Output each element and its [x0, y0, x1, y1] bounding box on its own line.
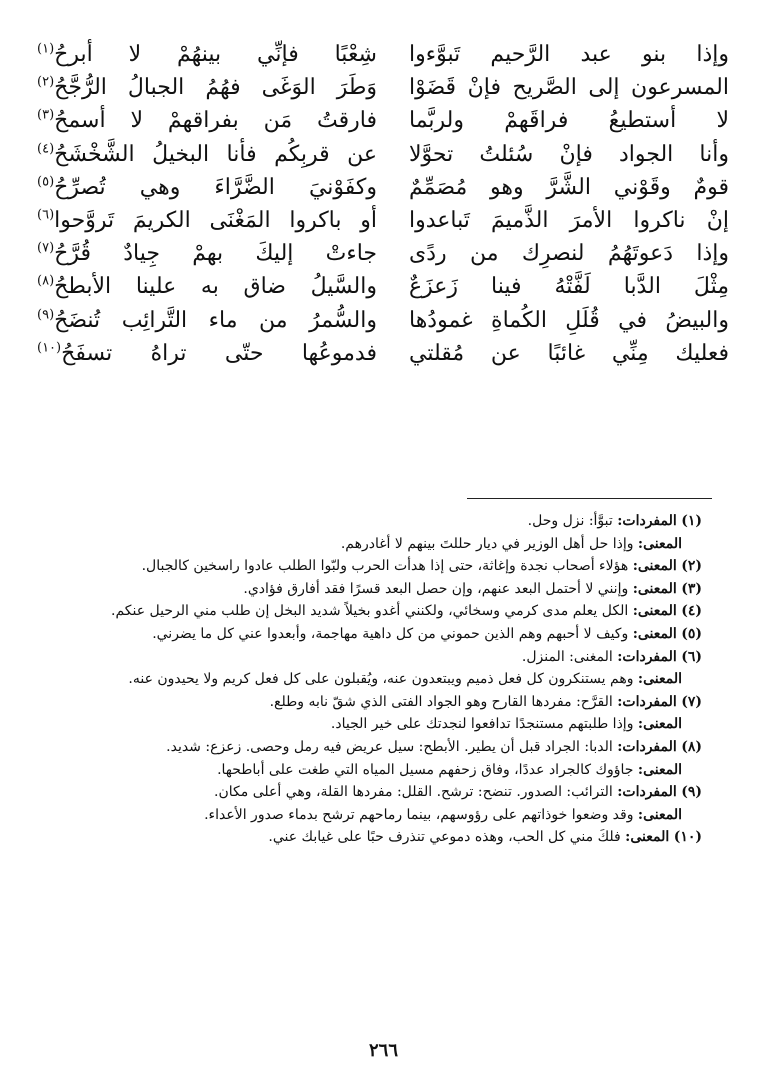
footnote [62, 826, 702, 849]
footnote [62, 781, 702, 804]
footnote [62, 668, 702, 691]
footnote-text: وهم يستنكرون كل فعل ذميم ويبتعدون عنه، ويُقبلون على كل فعل كريم ولا يحيدون عنه. [128, 671, 634, 688]
footnote-label: المعنى: [632, 558, 677, 575]
footnote-number: (٥) [681, 625, 702, 642]
footnote-ref: (١٠) [37, 340, 62, 356]
footnote [62, 804, 702, 827]
verse-1 [37, 38, 729, 71]
footnote-label: المعنى: [625, 829, 670, 846]
verse-second-hemistich [37, 38, 377, 71]
footnote-text: وإنني لا أحتمل البعد عنهم، وإن حصل البعد قسرًا فقد أفارق فؤادي. [243, 580, 629, 597]
footnote-number: (٤) [681, 603, 702, 620]
verse-first-hemistich: قومٌ وقَوْني الشَّرَّ وهو مُصَمِّمٌ [409, 174, 729, 200]
verse-3 [37, 104, 729, 137]
footnote-text: وقد وضعوا خوذاتهم على رؤوسهم، بينما رماحهم ترشح بدماء صدور الأعداء. [204, 806, 634, 823]
hemistich-text: فدموعُها حتّى تراهُ تسفَحُ [61, 340, 377, 366]
footnote-label: المفردات: [617, 648, 677, 665]
footnote [62, 600, 702, 623]
footnote-ref: (٢) [37, 74, 55, 90]
verse-first-hemistich: مِثْلَ الدَّبا لَفَّتْهُ فينا زَعزَعٌ [409, 274, 729, 300]
poem [37, 38, 729, 370]
footnote-separator [467, 498, 712, 499]
footnote [62, 510, 702, 533]
footnote-label: المفردات: [617, 513, 677, 529]
verse-9 [37, 304, 729, 337]
verse-first-hemistich: والبيضُ في قُلَلِ الكُماةِ غمودُها [409, 307, 729, 333]
verse-2 [37, 71, 729, 104]
footnote-number: (٧) [681, 693, 702, 710]
verse-6 [37, 204, 729, 237]
verse-first-hemistich: وإذا بنو عبد الرَّحيم تَبوَّءوا [409, 42, 729, 67]
verse-second-hemistich [37, 304, 377, 337]
verse-7 [37, 237, 729, 270]
verse-first-hemistich: لا أستطيعُ فراقَهمْ ولربَّما [409, 108, 729, 134]
footnote-number: (١٠) [673, 829, 702, 846]
footnote-number: (٩) [681, 784, 702, 801]
verse-second-hemistich [37, 270, 377, 303]
footnote-label: المفردات: [617, 693, 677, 710]
footnote-number: (٨) [681, 738, 702, 755]
footnote-number: (٦) [681, 648, 702, 665]
footnote-text: القرَّح: مفردها القارح وهو الجواد الفتى الذي شقّ نابه وطلع. [269, 693, 613, 710]
verse-second-hemistich [37, 337, 377, 370]
footnote-label: المعنى: [632, 580, 677, 597]
footnote-number: (٢) [681, 558, 702, 575]
footnote [62, 759, 702, 782]
footnote-number: (١) [681, 513, 702, 529]
verse-first-hemistich: المسرعون إلى الصَّريح فإنْ قَضَوْا [409, 75, 729, 101]
footnote [62, 555, 702, 578]
footnote [62, 533, 702, 556]
verse-first-hemistich: وإذا دَعوتَهُمُ لنصرِك من ردًى [409, 241, 729, 267]
footnote-text: الكل يعلم مدى كرمي وسخائي، ولكنني أغدو بخيلاً شديد البخل إن طلب مني الرحيل عنكم. [111, 603, 629, 620]
verse-second-hemistich [37, 104, 377, 137]
footnote [62, 691, 702, 714]
footnote-label: المفردات: [617, 738, 677, 755]
footnote [62, 713, 702, 736]
footnote [62, 646, 702, 669]
footnote-ref: (٥) [37, 174, 55, 190]
verse-second-hemistich [37, 171, 377, 204]
footnote-ref: (٤) [37, 141, 55, 157]
footnote-label: المفردات: [617, 784, 677, 801]
hemistich-text: شِعْبًا فإنِّي بينهُمْ لا أبرحُ [54, 42, 377, 67]
verse-4 [37, 138, 729, 171]
verse-second-hemistich [37, 138, 377, 171]
verse-5 [37, 171, 729, 204]
footnote-text: المغنى: المنزل. [521, 648, 613, 665]
footnote-label: المعنى: [637, 716, 682, 733]
verse-first-hemistich: وأنا الجواد فإنْ سُئلتُ تحوَّلا [409, 141, 729, 167]
verse-10 [37, 337, 729, 370]
hemistich-text: والسَّيلُ ضاق به علينا الأبطحُ [54, 274, 377, 300]
verse-first-hemistich: فعليك مِنِّي غائبًا عن مُقلتي [409, 340, 729, 366]
footnote-text: تبوَّأ: نزل وحل. [527, 513, 613, 529]
footnote-text: هؤلاء أصحاب نجدة وإغاثة، حتى إذا هدأت الحرب ولبّوا الطلب عادوا راسخين كالجبال. [141, 558, 629, 575]
footnote [62, 623, 702, 646]
footnote-text: وإذا حل أهل الوزير في ديار حللتَ بينهم لا أغادرهم. [340, 535, 634, 552]
hemistich-text: جاءتْ إليكَ بهمْ جِيادٌ قُرَّحُ [54, 241, 377, 267]
footnote [62, 578, 702, 601]
footnote-number: (٣) [681, 580, 702, 597]
footnote-ref: (٩) [37, 307, 55, 323]
verse-first-hemistich: إنْ ناكروا الأمرَ الذَّميمَ تَباعدوا [409, 207, 729, 233]
footnote-ref: (٣) [37, 108, 55, 124]
hemistich-text: أو باكروا المَغْنَى الكريمَ تَروَّحوا [54, 207, 377, 233]
hemistich-text: وَطَرَ الوَغَى فهُمُ الجبالُ الرُّجَّحُ [54, 75, 377, 101]
footnote-text: فلكَ مني كل الحب، وهذه دموعي تنذرف حبًا على غيابك عني. [268, 829, 621, 846]
verse-second-hemistich [37, 237, 377, 270]
verse-second-hemistich [37, 204, 377, 237]
footnote-label: المعنى: [637, 535, 682, 552]
hemistich-text: والسُّمرُ من ماء التَّرائِب تُنضَحُ [54, 307, 377, 333]
footnote-label: المعنى: [637, 671, 682, 688]
footnote-ref: (٦) [37, 207, 55, 223]
page-number: ٢٦٦ [368, 1040, 398, 1061]
footnote-text: الدبا: الجراد قبل أن يطير. الأبطح: سيل عريض فيه رمل وحصى. زعزع: شديد. [166, 738, 613, 755]
hemistich-text: فارقتُ مَن بفراقهمْ لا أسمحُ [54, 108, 377, 134]
footnote-label: المعنى: [637, 761, 682, 778]
footnote-ref: (١) [37, 41, 55, 57]
hemistich-text: وكفَوْنيَ الضَّرَّاءَ وهي تُصرِّحُ [54, 174, 377, 200]
footnote-label: المعنى: [637, 806, 682, 823]
verse-second-hemistich [37, 71, 377, 104]
verse-8 [37, 270, 729, 303]
footnote-ref: (٧) [37, 240, 55, 256]
footnote-text: وإذا طلبتهم مستنجدًا تدافعوا لنجدتك على خير الجياد. [330, 716, 634, 733]
footnote-text: وكيف لا أحبهم وهم الذين حموني من كل داهية مهاجمة، وأبعدوا عني كل ما يضرني. [152, 625, 629, 642]
footnote-label: المعنى: [632, 625, 677, 642]
footnote-label: المعنى: [632, 603, 677, 620]
footnote-text: جاؤوك كالجراد عددًا، وفاق زحفهم مسيل المياه التي طغت على أباطحها. [217, 761, 634, 778]
footnote-text: الترائب: الصدور. تنضح: ترشح. القلل: مفردها القلة، وهي أعلى مكان. [214, 784, 613, 801]
hemistich-text: عن قربِكُم فأنا البخيلُ الشَّخْشَحُ [54, 141, 377, 167]
footnote [62, 736, 702, 759]
footnote-ref: (٨) [37, 273, 55, 289]
footnotes [62, 510, 702, 849]
